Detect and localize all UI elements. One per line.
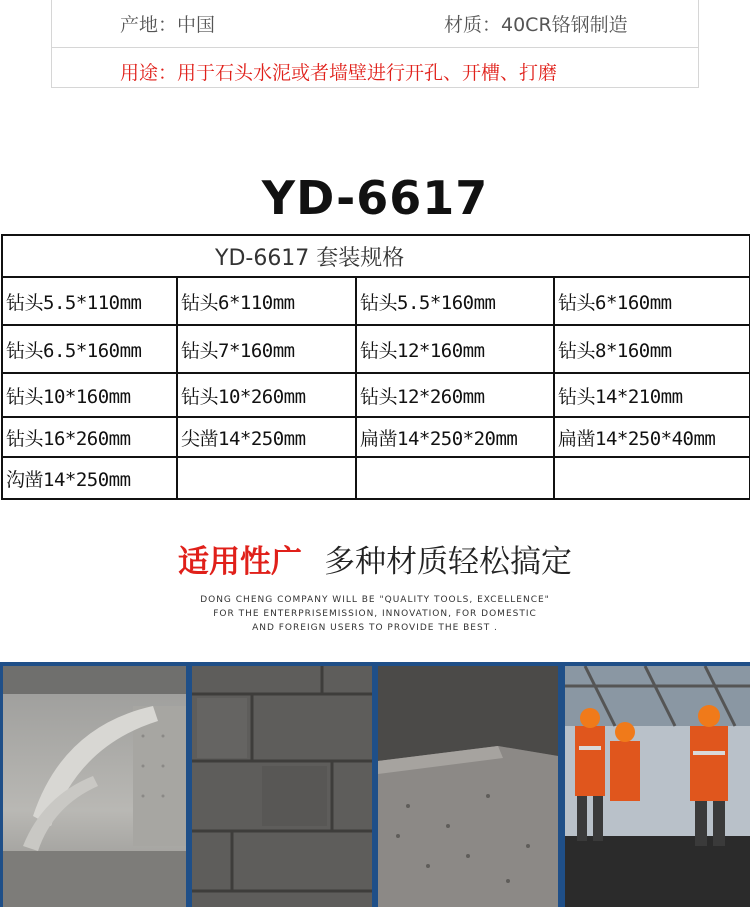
slogan-heading xyxy=(0,540,750,584)
slogan-red-text: 适用性广 xyxy=(178,544,302,580)
slogan-black-text: 多种材质轻松搞定 xyxy=(324,544,572,580)
slogan-english-line: FOR THE ENTERPRISEMISSION, INNOVATION, FOR DOMESTIC xyxy=(213,609,537,619)
table-cell: 钻头8*160mm xyxy=(554,325,750,373)
slogan-english-line: DONG CHENG COMPANY WILL BE "QUALITY TOOLS, EXCELLENCE" xyxy=(200,595,550,605)
slogan-english-line: AND FOREIGN USERS TO PROVIDE THE BEST . xyxy=(252,623,498,633)
table-cell: 钻头6*160mm xyxy=(554,277,750,325)
spec-table-header-row xyxy=(2,235,750,277)
table-cell: 钻头6*110mm xyxy=(177,277,356,325)
spec-table xyxy=(1,234,750,500)
table-cell: 钻头12*260mm xyxy=(356,373,554,417)
table-cell: 钻头5.5*110mm xyxy=(2,277,177,325)
table-row xyxy=(2,277,750,325)
info-row xyxy=(52,0,698,48)
model-title: YD-6617 xyxy=(261,171,489,225)
table-cell: 钻头7*160mm xyxy=(177,325,356,373)
table-cell: 钻头6.5*160mm xyxy=(2,325,177,373)
table-row xyxy=(2,325,750,373)
application-photos xyxy=(0,662,750,907)
usage-text: 用途：用于石头水泥或者墙壁进行开孔、开槽、打磨 xyxy=(120,62,558,84)
table-cell: 钻头10*160mm xyxy=(2,373,177,417)
table-cell: 钻头12*160mm xyxy=(356,325,554,373)
table-cell: 钻头10*260mm xyxy=(177,373,356,417)
table-row xyxy=(2,457,750,499)
table-cell: 扁凿14*250*20mm xyxy=(356,417,554,457)
table-row xyxy=(2,417,750,457)
slogan-english xyxy=(0,593,750,635)
table-cell: 沟凿14*250mm xyxy=(2,457,177,499)
road-workers-photo xyxy=(565,666,750,907)
table-cell xyxy=(554,457,750,499)
stone-photo xyxy=(378,666,558,907)
concrete-interior-photo xyxy=(3,666,186,907)
origin-text: 产地：中国 xyxy=(120,14,216,36)
material-text: 材质：40CR铬钢制造 xyxy=(444,14,628,36)
spec-table-header: YD-6617 套装规格 xyxy=(2,235,750,277)
table-cell: 钻头5.5*160mm xyxy=(356,277,554,325)
table-cell: 扁凿14*250*40mm xyxy=(554,417,750,457)
table-cell xyxy=(356,457,554,499)
table-cell: 钻头16*260mm xyxy=(2,417,177,457)
table-cell: 尖凿14*250mm xyxy=(177,417,356,457)
concrete-wall-photo xyxy=(192,666,372,907)
table-cell xyxy=(177,457,356,499)
product-info-box xyxy=(51,0,699,88)
table-row xyxy=(2,373,750,417)
table-cell: 钻头14*210mm xyxy=(554,373,750,417)
